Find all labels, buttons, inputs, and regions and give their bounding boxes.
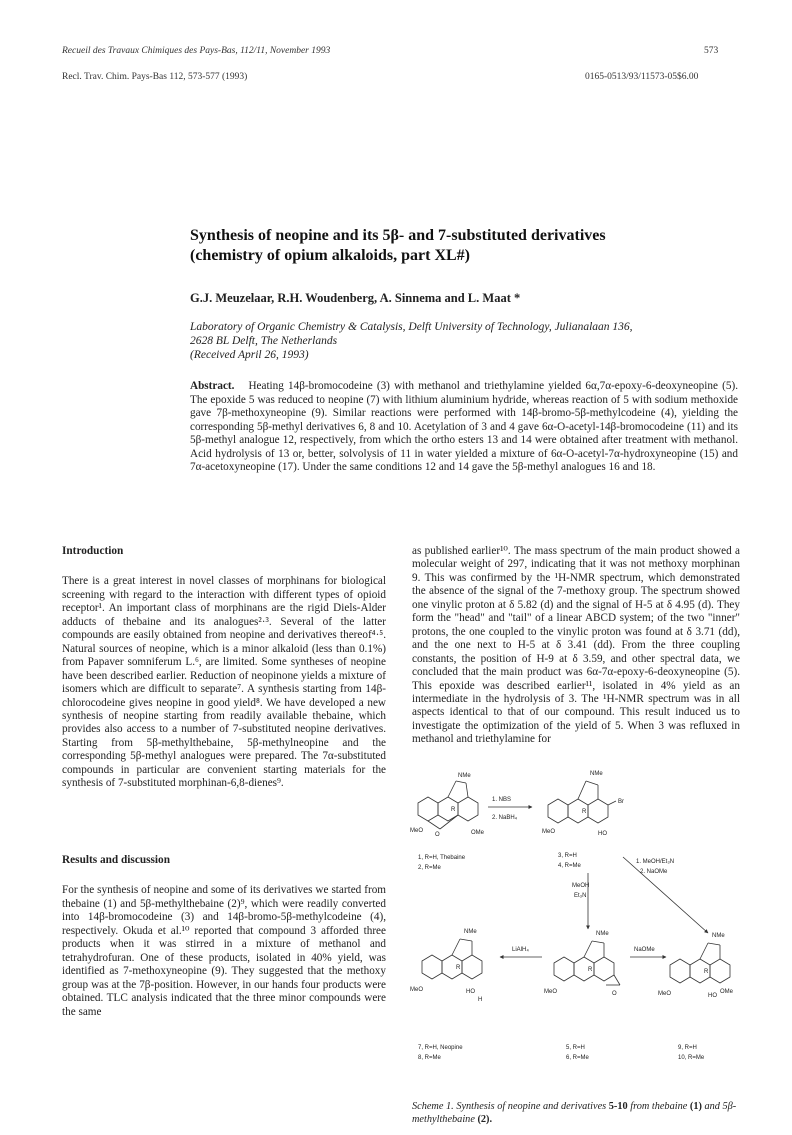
caption-mid: from thebaine (630, 1101, 688, 1112)
mol1-nme: NMe (458, 773, 471, 779)
reagent-naome-right: 2. NaOMe (640, 869, 668, 875)
journal-line: Recueil des Travaux Chimiques des Pays-Bas, 112/11, November 1993 (62, 46, 331, 56)
mol3-br: Br (618, 799, 624, 805)
molecule-epoxide (554, 941, 620, 985)
title-line-1: Synthesis of neopine and its 5β- and 7-substituted derivatives (190, 227, 606, 244)
mol3-meo: MeO (542, 829, 556, 835)
reagent-nabh4: 2. NaBH₄ (492, 815, 518, 821)
affiliation-line-2: 2628 BL Delft, The Netherlands (190, 335, 338, 347)
molecule-methoxyneopine (670, 943, 730, 983)
molecule-bromocodeine (548, 781, 616, 823)
page-number: 573 (704, 46, 719, 56)
abstract (190, 380, 738, 475)
label-6: 6, R=Me (566, 1055, 589, 1061)
mol1-r: R (451, 807, 456, 813)
mol7-r: R (456, 965, 461, 971)
mol7-nme: NMe (464, 929, 477, 935)
caption-prefix: Scheme 1. Synthesis of neopine and derivatives (412, 1101, 607, 1112)
right-column-text (412, 545, 740, 747)
mol1-ome: OMe (471, 830, 485, 836)
title-line-2: (chemistry of opium alkaloids, part XL#) (190, 247, 470, 264)
scheme-caption (412, 1100, 742, 1126)
article-title (190, 226, 750, 266)
affiliation-line-1: Laboratory of Organic Chemistry & Catalysis, Delft University of Technology, Julianalaan 136, (190, 321, 633, 333)
results-section (62, 854, 386, 1019)
right-column-paragraph: as published earlier¹⁰. The mass spectrum of the main product showed a molecular weight of 297, indicating that it was not methoxy morphinan 9. This was confirmed by the ¹H-NMR spectrum, which demonstrated the absence of the signal of the 7-methoxy group. The spectrum showed one vinylic proton at δ 5.82 (d) and the signal of H-5 at δ 4.95 (d). They form the "head" and "tail" of a linear ABCD system; of the two "inner" protons, the one coupled to the vinylic proton was found at δ 3.71 (dd), and the one next to H-5 at δ 3.41 (dd). From the three coupling constants, the position of H-9 at δ 3.59, and other spectral data, we concluded that the main product was 6α-7α-epoxy-6-deoxyneopine (5). This epoxide was described earlier¹¹, isolated in 4% yield as an intermediate in the hydrolysis of 3. The ¹H-NMR spectrum was in all aspects identical to that of our compound. This result induced us to investigate the optimization of the yield of 5. When 3 was refluxed in methanol and triethylamine for (412, 545, 740, 746)
article-code: 0165-0513/93/11573-05$6.00 (585, 72, 699, 82)
abstract-text: Heating 14β-bromocodeine (3) with methanol and triethylamine yielded 6α,7α-epoxy-6-deoxyneopine (5). The epoxide 5 was reduced to neopine (7) with lithium aluminium hydride, whereas reaction of 5 with sodium methoxide gave 7β-methoxyneopine (9). Similar reactions were performed with 14β-bromo-5β-methylcodeine (4), yielding the corresponding 5β-methyl derivatives 6, 8 and 10. Acetylation of 3 and 4 gave 6α-O-acetyl-14β-bromocodeine (11) and its 5β-methyl analogue 12, respectively, from which the ortho esters 13 and 14 were obtained after treatment with methanol. Acid hydrolysis of 13 or, better, solvolysis of 11 in water yielded a mixture of 6α-O-acetyl-7α-hydroxyneopine (15) and 7α-acetoxyneopine (17). Under the same conditions 12 and 14 gave the 5β-methyl analogues 16 and 18. (190, 380, 738, 473)
reagent-naome: NaOMe (634, 947, 655, 953)
label-5: 5, R=H (566, 1045, 585, 1051)
caption-compound-2: (2). (477, 1114, 493, 1125)
molecule-thebaine (418, 781, 478, 829)
label-1: 1, R=H, Thebaine (418, 855, 466, 861)
reagent-lialh4: LiAlH₄ (512, 947, 529, 953)
results-heading: Results and discussion (62, 854, 170, 866)
mol5-r: R (588, 967, 593, 973)
affiliation (190, 320, 740, 362)
label-4: 4, R=Me (558, 863, 581, 869)
authors: G.J. Meuzelaar, R.H. Woudenberg, A. Sinnema and L. Maat * (190, 291, 521, 305)
label-10: 10, R=Me (678, 1055, 705, 1061)
reagent-nbs: 1. NBS (492, 797, 512, 803)
citation: Recl. Trav. Chim. Pays-Bas 112, 573-577 (1993) (62, 72, 248, 82)
abstract-label: Abstract. (190, 380, 235, 392)
caption-and: and 5β-methylthebaine (412, 1101, 737, 1125)
mol5-o: O (612, 991, 617, 997)
introduction-section (62, 545, 386, 791)
scheme-1-diagram (408, 761, 738, 1096)
caption-range: 5-10 (608, 1101, 628, 1112)
reagent-meoh: MeOH (572, 883, 590, 889)
label-8: 8, R=Me (418, 1055, 441, 1061)
introduction-heading: Introduction (62, 545, 124, 557)
mol9-meo: MeO (658, 991, 672, 997)
molecule-neopine (422, 939, 482, 979)
reagent-meoh-et3n: 1. MeOH/Et₃N (636, 859, 675, 865)
mol9-r: R (704, 969, 709, 975)
mol9-nme: NMe (712, 933, 725, 939)
label-9: 9, R=H (678, 1045, 697, 1051)
caption-compound-1: (1) (689, 1101, 702, 1112)
label-2: 2, R=Me (418, 865, 441, 871)
mol3-ho: HO (598, 831, 607, 837)
mol7-meo: MeO (410, 987, 424, 993)
received-date: (Received April 26, 1993) (190, 349, 309, 361)
mol7-h: H (478, 997, 483, 1003)
mol9-ome: OMe (720, 989, 734, 995)
label-7: 7, R=H, Neopine (418, 1045, 463, 1051)
mol1-o: O (435, 832, 440, 838)
introduction-text: There is a great interest in novel classes of morphinans for biological screening with regard to the interaction with different types of opioid receptor¹. An important class of morphinans are the rigid Diels-Alder adducts of thebaine and its analogues²·³. Several of the latter compounds are easily obtained from neopine and derivatives thereof⁴·⁵. Natural sources of neopine, which is a minor alkaloid (less than 0.1%) from Papaver somniferum L.⁶, are limited. Some syntheses of neopine have been described earlier. Reduction of neopinone yields a mixture of isomers which are difficult to separate⁷. A synthesis starting from 14β-chlorocodeine gives neopine in good yield⁸. We have developed a new synthesis of neopine starting from readily available thebaine, which provides also access to a number of 7-substituted neopine derivatives. Starting from 5β-methylthebaine, 5β-methylneopine and the corresponding 5β-methyl analogues were prepared. The 7α-substituted compounds in particular are convenient starting materials for the synthesis of 7-substituted morphinan-6,8-dienes⁹. (62, 575, 386, 790)
mol3-r: R (582, 809, 587, 815)
mol9-ho: HO (708, 993, 717, 999)
mol7-ho: HO (466, 989, 475, 995)
results-text: For the synthesis of neopine and some of its derivatives we started from thebaine (1) and 5β-methylthebaine (2)⁹, which were readily converted into 14β-bromocodeine (3) and 14β-bromo-5β-methylcodeine (4), respectively. Okuda et al.¹⁰ reported that compound 3 afforded three products when it was stirred in a mixture of methanol and tetrahydrofuran. One of these products, isolated in 40% yield, was identified as 7-methoxyneopine (9). They suggested that the methoxy group was at the 7β-position. However, in our hands four products were obtained. TLC analysis indicated that the three minor compounds were the same (62, 884, 386, 1018)
mol5-nme: NMe (596, 931, 609, 937)
mol3-nme: NMe (590, 771, 603, 777)
mol1-meo: MeO (410, 828, 424, 834)
label-3: 3, R=H (558, 853, 577, 859)
mol5-meo: MeO (544, 989, 558, 995)
reagent-et3n: Et₃N (574, 893, 587, 899)
